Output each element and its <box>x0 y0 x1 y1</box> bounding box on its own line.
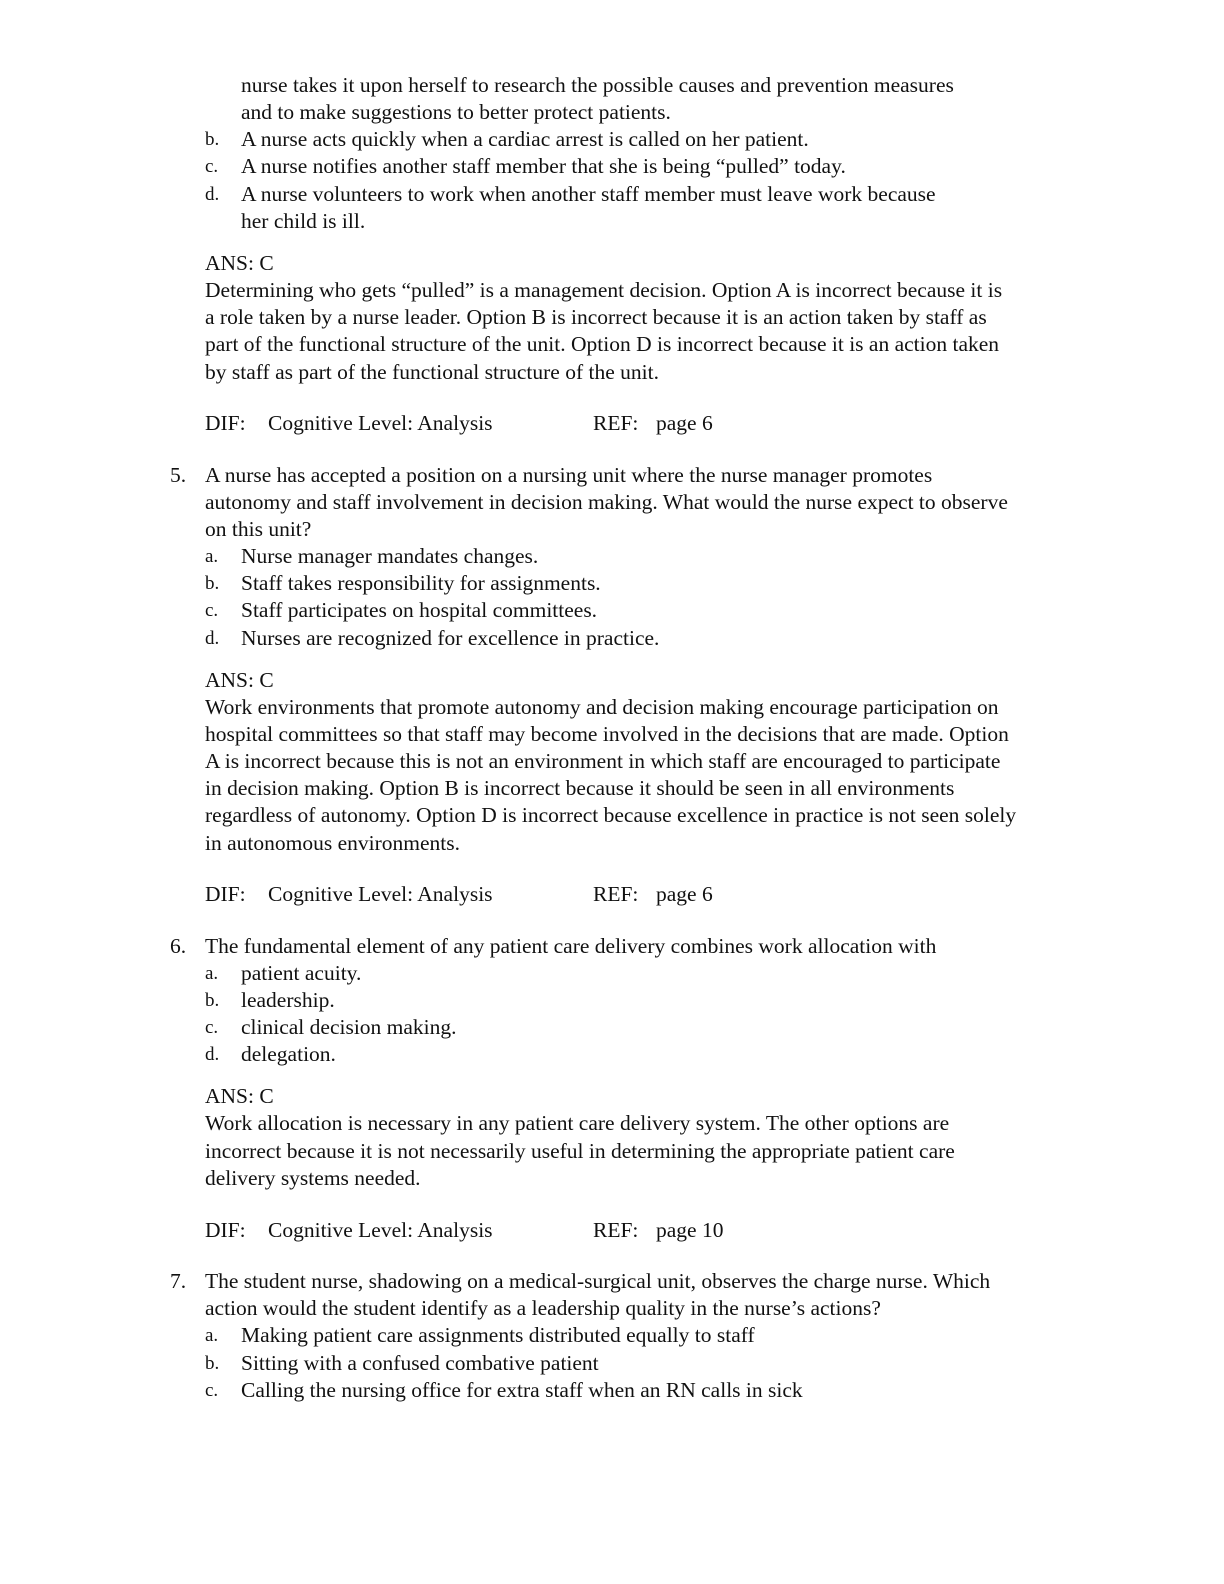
option-letter: b. <box>205 573 220 594</box>
option-text: delegation. <box>241 1042 336 1066</box>
option-text: Nurses are recognized for excellence in practice. <box>241 626 660 650</box>
option-letter: d. <box>205 184 220 205</box>
rationale-line: a role taken by a nurse leader. Option B is incorrect because it is an action taken by staff as <box>205 305 987 329</box>
rationale-line: incorrect because it is not necessarily useful in determining the appropriate patient care <box>205 1139 955 1163</box>
difficulty-label: DIF: <box>205 882 246 906</box>
reference-label: REF: <box>593 1218 639 1242</box>
difficulty-label: DIF: <box>205 411 246 435</box>
question-stem-line: autonomy and staff involvement in decision making. What would the nurse expect to observe <box>205 490 1008 514</box>
option-text: Staff takes responsibility for assignments. <box>241 571 601 595</box>
option-text: A nurse volunteers to work when another staff member must leave work because <box>241 182 936 206</box>
rationale-line: regardless of autonomy. Option D is incorrect because excellence in practice is not seen solely <box>205 803 1017 827</box>
rationale-line: delivery systems needed. <box>205 1166 421 1190</box>
option-letter: c. <box>205 1017 219 1038</box>
option-letter: a. <box>205 963 219 984</box>
difficulty-value: Cognitive Level: Analysis <box>268 1218 493 1242</box>
reference-value: page 6 <box>656 411 713 435</box>
question-stem-line: The student nurse, shadowing on a medical-surgical unit, observes the charge nurse. Which <box>205 1269 991 1293</box>
reference-label: REF: <box>593 411 639 435</box>
option-a-continuation-line: and to make suggestions to better protect patients. <box>241 100 671 124</box>
option-letter: a. <box>205 1325 219 1346</box>
option-text: Calling the nursing office for extra staff when an RN calls in sick <box>241 1378 803 1402</box>
reference-value: page 10 <box>656 1218 724 1242</box>
answer-key: ANS: C <box>205 251 274 275</box>
option-letter: c. <box>205 600 219 621</box>
option-text: Making patient care assignments distributed equally to staff <box>241 1323 755 1347</box>
rationale-line: A is incorrect because this is not an environment in which staff are encouraged to participate <box>205 749 1001 773</box>
option-text: Nurse manager mandates changes. <box>241 544 539 568</box>
rationale-line: by staff as part of the functional structure of the unit. <box>205 360 659 384</box>
rationale-line: in decision making. Option B is incorrect because it should be seen in all environments <box>205 776 955 800</box>
rationale-line: Determining who gets “pulled” is a management decision. Option A is incorrect because it is <box>205 278 1003 302</box>
question-number: 6. <box>170 934 187 958</box>
option-a-continuation-line: nurse takes it upon herself to research the possible causes and prevention measures <box>241 73 954 97</box>
option-letter: c. <box>205 156 219 177</box>
option-letter: b. <box>205 1353 220 1374</box>
question-number: 7. <box>170 1269 187 1293</box>
reference-label: REF: <box>593 882 639 906</box>
option-text: A nurse acts quickly when a cardiac arrest is called on her patient. <box>241 127 809 151</box>
difficulty-label: DIF: <box>205 1218 246 1242</box>
answer-key: ANS: C <box>205 1084 274 1108</box>
difficulty-value: Cognitive Level: Analysis <box>268 411 493 435</box>
option-letter: a. <box>205 546 219 567</box>
option-text: Staff participates on hospital committees. <box>241 598 598 622</box>
question-stem-line: on this unit? <box>205 517 312 541</box>
option-letter: b. <box>205 990 220 1011</box>
question-stem-line: The fundamental element of any patient care delivery combines work allocation with <box>205 934 937 958</box>
option-text: leadership. <box>241 988 335 1012</box>
rationale-line: Work environments that promote autonomy and decision making encourage participation on <box>205 695 999 719</box>
option-text: clinical decision making. <box>241 1015 457 1039</box>
difficulty-value: Cognitive Level: Analysis <box>268 882 493 906</box>
option-text: her child is ill. <box>241 209 366 233</box>
answer-key: ANS: C <box>205 668 274 692</box>
question-stem-line: A nurse has accepted a position on a nursing unit where the nurse manager promotes <box>205 463 933 487</box>
option-text: Sitting with a confused combative patient <box>241 1351 599 1375</box>
rationale-line: Work allocation is necessary in any patient care delivery system. The other options are <box>205 1111 950 1135</box>
option-text: patient acuity. <box>241 961 362 985</box>
question-number: 5. <box>170 463 187 487</box>
rationale-line: in autonomous environments. <box>205 831 460 855</box>
rationale-line: hospital committees so that staff may become involved in the decisions that are made. Option <box>205 722 1009 746</box>
question-stem-line: action would the student identify as a leadership quality in the nurse’s actions? <box>205 1296 881 1320</box>
rationale-line: part of the functional structure of the unit. Option D is incorrect because it is an action taken <box>205 332 1000 356</box>
option-letter: d. <box>205 1044 220 1065</box>
option-letter: d. <box>205 628 220 649</box>
option-letter: c. <box>205 1380 219 1401</box>
reference-value: page 6 <box>656 882 713 906</box>
option-text: A nurse notifies another staff member that she is being “pulled” today. <box>241 154 846 178</box>
option-letter: b. <box>205 129 220 150</box>
